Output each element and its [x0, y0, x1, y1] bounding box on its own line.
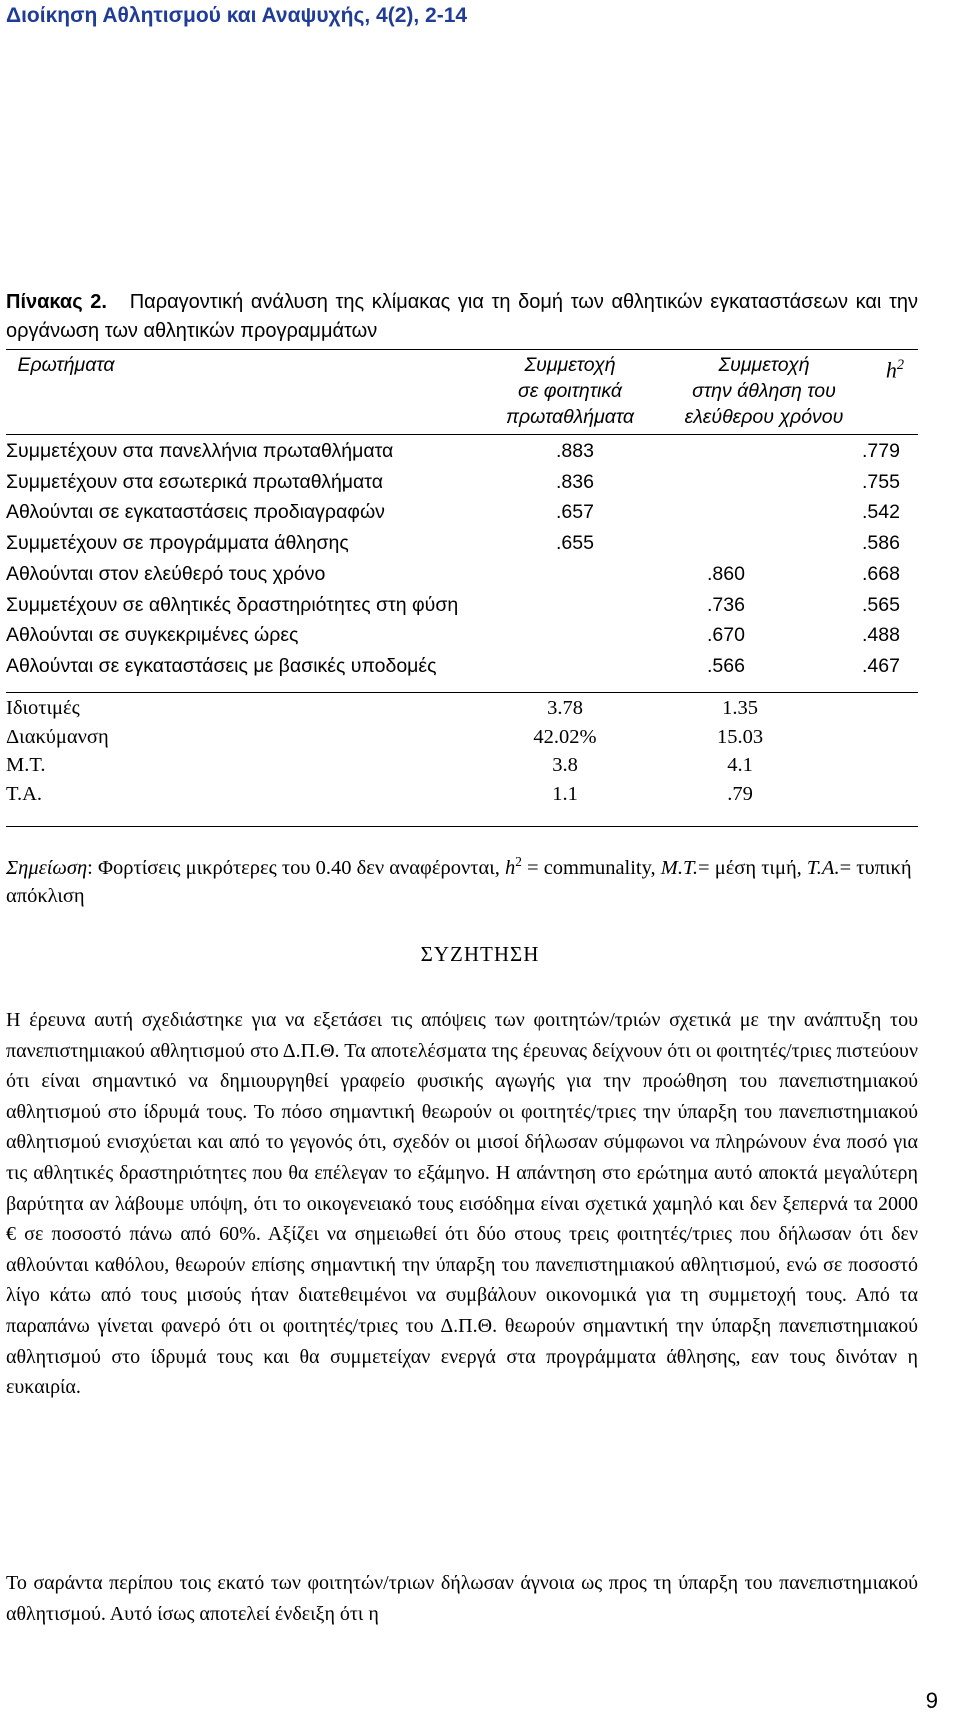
journal-header: Διοίκηση Αθλητισμού και Αναψυχής, 4(2), 2-14 [6, 4, 468, 27]
table-row-h2: .488 [862, 624, 900, 647]
header-factor2-line1: Συμμετοχή [718, 354, 810, 376]
table-row-factor2: .566 [707, 654, 745, 677]
table-caption-label: Πίνακας 2. [6, 291, 107, 313]
table-row-h2: .467 [862, 654, 900, 677]
header-h2 [880, 352, 910, 383]
summary-row-factor2: 15.03 [716, 725, 764, 748]
header-factor2-line3: ελεύθερου χρόνου [684, 406, 844, 428]
table-row-factor2: .670 [707, 624, 745, 647]
summary-row-label: Διακύμανση [6, 725, 109, 748]
discussion-paragraph-1: Η έρευνα αυτή σχεδιάστηκε για να εξετάσει τις απόψεις των φοιτητών/τριών σχετικά με την ανάπτυξη του πανεπιστημιακού αθλητισμού στο Δ.Π.Θ. Τα αποτελέσματα της έρευνας δείχνουν ότι οι φοιτητές/τριες πιστεύουν ότι είναι σημαντικό να δημιουργηθεί γραφείο φυσικής αγωγής για την προώθηση του πανεπιστημιακού αθλητισμού στο ίδρυμά τους. Το πόσο σημαντική θεωρούν οι φοιτητές/τριες την ύπαρξη του πανεπιστημιακού αθλητισμού ενισχύεται και από το γεγονός ότι, σχεδόν οι μισοί δήλωσαν σύμφωνοι να πληρώνουν ένα ποσό για τις αθλητικές δραστηριότητες που θα επέλεγαν το εξάμηνο. Η απάντηση στο ερώτημα αυτό αποκτά μεγαλύτερη βαρύτητα αν λάβουμε υπόψη, ότι το οικογενειακό τους εισόδημα είναι σχετικά χαμηλό και δεν ξεπερνά τα 2000 € σε ποσοστό πάνω από 60%. Αξίζει να σημειωθεί ότι δύο στους τρεις φοιτητές/τριες που δήλωσαν ότι δεν αθλούνται καθόλου, θεωρούν επίσης σημαντική την ύπαρξη του πανεπιστημιακού αθλητισμού, ενώ σε ποσοστό λίγο κάτω από τους μισούς ήταν διατεθειμένοι να συμβάλουν οικονομικά για τη συμμετοχή τους. Από τα παραπάνω γίνεται φανερό ότι οι φοιτητές/τριες του Δ.Π.Θ. θεωρούν σημαντική την ύπαρξη πανεπιστημιακού αθλητισμού στο ίδρυμά τους και θα συμμετείχαν ενεργά στα προγράμματα άθλησης, εαν τους δινόταν η ευκαιρία. [6, 1009, 918, 1399]
summary-row-factor2: 4.1 [727, 754, 753, 776]
note-text-a: : Φορτίσεις μικρότερες του 0.40 δεν αναφέρονται, [87, 856, 505, 879]
note-text-c: = μέση τιμή, [698, 856, 807, 879]
summary-row-factor2: .79 [727, 782, 753, 805]
note-ta: Τ.Α. [806, 856, 840, 879]
table-row-label: Αθλούνται σε εγκαταστάσεις προδιαγραφών [6, 501, 385, 524]
table-row-h2: .542 [862, 501, 900, 524]
table-row-factor1: .657 [556, 501, 594, 524]
summary-row-factor2: 1.35 [722, 697, 758, 719]
table-note [6, 848, 918, 910]
header-factor1-line2: σε φοιτητικά [517, 380, 623, 402]
table-caption-text: Παραγοντική ανάλυση της κλίμακας για τη δομή των αθλητικών εγκαταστάσεων και την οργάνωση των αθλητικών προγραμμάτων [6, 291, 919, 342]
header-items: Ερωτήματα [17, 354, 115, 376]
discussion-paragraph-2: Το σαράντα περίπου τοις εκατό των φοιτητών/τριων δήλωσαν άγνοια ως προς τη ύπαρξη του πανεπιστημιακού αθλητισμού. Αυτό ίσως αποτελεί ένδειξη ότι η [6, 1572, 918, 1625]
note-label: Σημείωση [6, 856, 88, 879]
note-h-sup: 2 [515, 854, 522, 869]
table-row-h2: .586 [862, 532, 900, 555]
table-row-label: Συμμετέχουν σε προγράμματα άθλησης [6, 532, 349, 555]
table-row-h2: .755 [862, 470, 900, 493]
header-h2-sup: 2 [896, 357, 905, 373]
table-bottom-rule [6, 826, 918, 827]
summary-row-factor1: 3.78 [547, 697, 583, 719]
page-number: 9 [925, 1688, 938, 1713]
table-row-label: Συμμετέχουν σε αθλητικές δραστηριότητες στη φύση [6, 593, 459, 616]
header-factor1 [470, 352, 670, 430]
table-row-h2: .668 [862, 562, 900, 585]
table-mid-rule [6, 692, 918, 693]
header-h2-base: h [885, 357, 897, 383]
table-header-rule [6, 434, 918, 435]
table-row-factor2: .860 [707, 562, 745, 585]
table-row-label: Αθλούνται στον ελεύθερό τους χρόνο [6, 562, 326, 585]
table-row-h2: .565 [862, 593, 900, 616]
summary-row-factor1: 3.8 [552, 754, 578, 776]
note-text-b: = communality, [521, 856, 661, 879]
table-row-label: Αθλούνται σε συγκεκριμένες ώρες [6, 624, 299, 647]
header-factor2-line2: στην άθληση του [692, 380, 836, 402]
header-factor1-line3: πρωταθλήματα [505, 406, 635, 428]
summary-row-factor1: 42.02% [533, 725, 597, 748]
table-row-label: Συμμετέχουν στα εσωτερικά πρωταθλήματα [6, 470, 383, 493]
summary-row-label: Τ.Α. [6, 782, 43, 805]
table-top-rule [6, 349, 918, 350]
note-mt: Μ.Τ. [660, 856, 699, 879]
header-factor2 [664, 352, 864, 430]
note-text-d: = τυπική απόκλιση [6, 856, 912, 907]
summary-row-label: Μ.Τ. [6, 754, 46, 776]
table-row-label: Συμμετέχουν στα πανελλήνια πρωταθλήματα [6, 440, 394, 462]
table-row-factor2: .736 [707, 593, 745, 616]
table-caption [6, 288, 918, 346]
header-factor1-line1: Συμμετοχή [524, 354, 616, 376]
table-row-factor1: .655 [556, 532, 594, 555]
summary-row-label: Ιδιοτιμές [6, 697, 80, 719]
table-row-factor1: .883 [556, 440, 594, 462]
note-h: h [504, 856, 516, 879]
table-row-factor1: .836 [556, 470, 594, 493]
summary-row-factor1: 1.1 [552, 782, 578, 805]
table-row-h2: .779 [862, 440, 900, 462]
section-heading: ΣΥΖΗΤΗΣΗ [420, 942, 540, 966]
table-row-label: Αθλούνται σε εγκαταστάσεις με βασικές υποδομές [6, 654, 437, 677]
